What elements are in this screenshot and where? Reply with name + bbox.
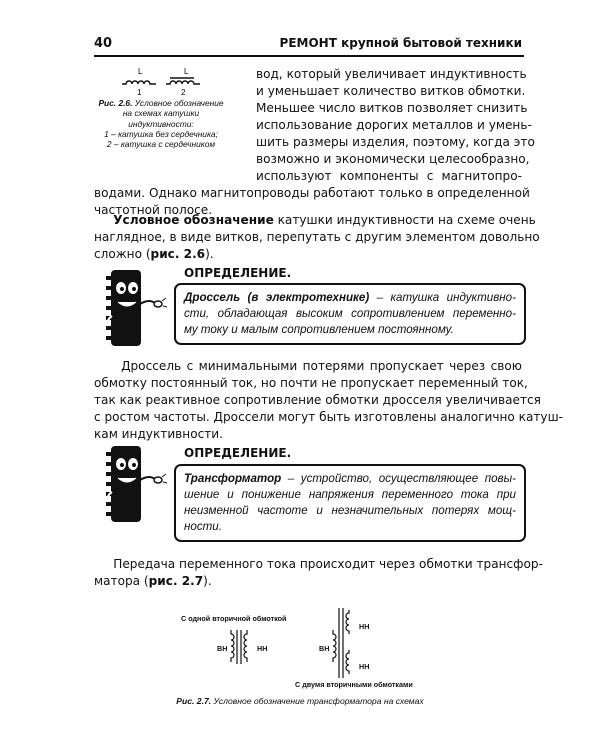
text-line: ности. <box>184 520 222 533</box>
page-number: 40 <box>94 36 113 51</box>
text-line <box>94 358 522 375</box>
fig26-num2: 2 <box>181 88 186 96</box>
text-line: так как реактивное сопротивление обмотки дросселя увеличивается <box>94 393 541 407</box>
inductor-symbols-icon <box>120 66 210 96</box>
label-nn-2b: НН <box>359 662 370 671</box>
figure-2-6 <box>86 66 236 149</box>
text-line: использование дорогих металлов и умень- <box>256 118 532 132</box>
figure-2-7 <box>175 604 475 696</box>
figure-2-6-caption <box>86 98 236 149</box>
fig26-caption-line: 2 – катушка с сердечником <box>106 139 216 149</box>
text-fragment: ). <box>205 247 214 261</box>
text-line <box>94 246 522 263</box>
fig26-caption-line: Условное обозначение <box>134 98 224 108</box>
fig26-caption-line: 1 – катушка без сердечника; <box>104 128 218 139</box>
text-line: вод, который увеличивает индуктивность <box>256 67 527 81</box>
text-fragment: ). <box>203 574 212 588</box>
definition-1-box <box>174 283 526 345</box>
running-title: РЕМОНТ крупной бытовой техники <box>279 36 522 50</box>
label-nn-2a: НН <box>359 622 370 631</box>
text-fragment: – устройство, осуществляющее повы- <box>281 472 516 485</box>
fig27-caption-text: Условное обозначение трансформатора на схемах <box>211 696 424 706</box>
text-line: водами. Однако магнитопроводы работают только в определенной <box>94 186 530 200</box>
figure-ref: рис. 2.7 <box>148 574 204 588</box>
definition-term: Трансформатор <box>184 472 282 485</box>
text-line: частотной полосе. <box>94 203 213 217</box>
text-line <box>184 471 516 487</box>
text-line: и уменьшает количество витков обмотки. <box>256 84 526 98</box>
text-fragment: – катушка индуктивно- <box>369 291 516 304</box>
text-line <box>94 212 536 229</box>
text-line: сти, обладающая высоким сопротивлением переменно- <box>184 307 516 320</box>
text-line: шение и понижение напряжения переменного тока при <box>184 488 516 501</box>
label-single-winding: С одной вторичной обмоткой <box>181 614 287 623</box>
fig27-caption-num: Рис. 2.7. <box>176 696 212 706</box>
text-line: с ростом частоты. Дроссели могут быть изготовлены аналогично катуш- <box>94 410 564 424</box>
text-fragment: матора ( <box>94 574 149 588</box>
mascot-icon <box>102 268 170 348</box>
text-line: наглядное, в виде витков, перепутать с другим элементом довольно <box>94 230 540 244</box>
figure-ref: рис. 2.6 <box>150 247 206 261</box>
fig26-caption-line: индуктивности: <box>128 118 194 129</box>
text-fragment: сложно ( <box>94 247 151 261</box>
text-line <box>94 573 522 590</box>
fig26-caption-line: на схемах катушки <box>122 108 200 119</box>
transformer-symbols-icon <box>175 604 475 696</box>
mascot-icon <box>102 444 170 524</box>
text-line: шить размеры изделия, поэтому, когда это <box>256 135 535 149</box>
text-line <box>184 290 516 306</box>
label-nn-1: НН <box>257 644 268 653</box>
text-line <box>94 556 543 573</box>
label-vn-2: ВН <box>319 644 330 653</box>
definition-term: Дроссель (в электротехнике) <box>184 291 370 304</box>
fig26-caption-num: Рис. 2.6. <box>98 98 133 108</box>
text-fragment: катушки индуктивности на схеме очень <box>273 213 536 227</box>
header-rule <box>94 55 524 57</box>
definition-2-box <box>174 464 526 542</box>
definition-2-heading: ОПРЕДЕЛЕНИЕ. <box>184 446 292 460</box>
text-line: используют компоненты с магнитопро- <box>256 169 522 183</box>
text-line: Меньшее число витков позволяет снизить <box>256 101 528 115</box>
figure-2-7-caption <box>150 696 450 706</box>
paragraph-4 <box>94 556 543 590</box>
fig26-L2: L <box>184 67 189 76</box>
fig26-num1: 1 <box>137 88 142 96</box>
label-double-winding: С двумя вторичными обмотками <box>295 680 413 689</box>
fig26-L1: L <box>138 67 143 76</box>
label-vn-1: ВН <box>217 644 228 653</box>
definition-1-heading: ОПРЕДЕЛЕНИЕ. <box>184 266 292 280</box>
paragraph-3 <box>94 358 564 443</box>
paragraph-1-top <box>256 66 535 185</box>
text-line: му току и малым сопротивлением постоянному. <box>184 323 454 336</box>
text-line: возможно и экономически целесообразно, <box>256 152 530 166</box>
text-line: кам индуктивности. <box>94 427 224 441</box>
text-fragment: Дроссель с минимальными потерями пропускает через свою <box>121 359 522 373</box>
bold-term: Условное обозначение <box>113 213 274 227</box>
text-line: неизменной частоте и незначительных потерях мощ- <box>184 504 516 517</box>
text-fragment: Передача переменного тока происходит через обмотки трансфор- <box>113 557 543 571</box>
text-line: обмотку постоянный ток, но почти не пропускает переменный ток, <box>94 376 528 390</box>
paragraph-2 <box>94 212 540 263</box>
